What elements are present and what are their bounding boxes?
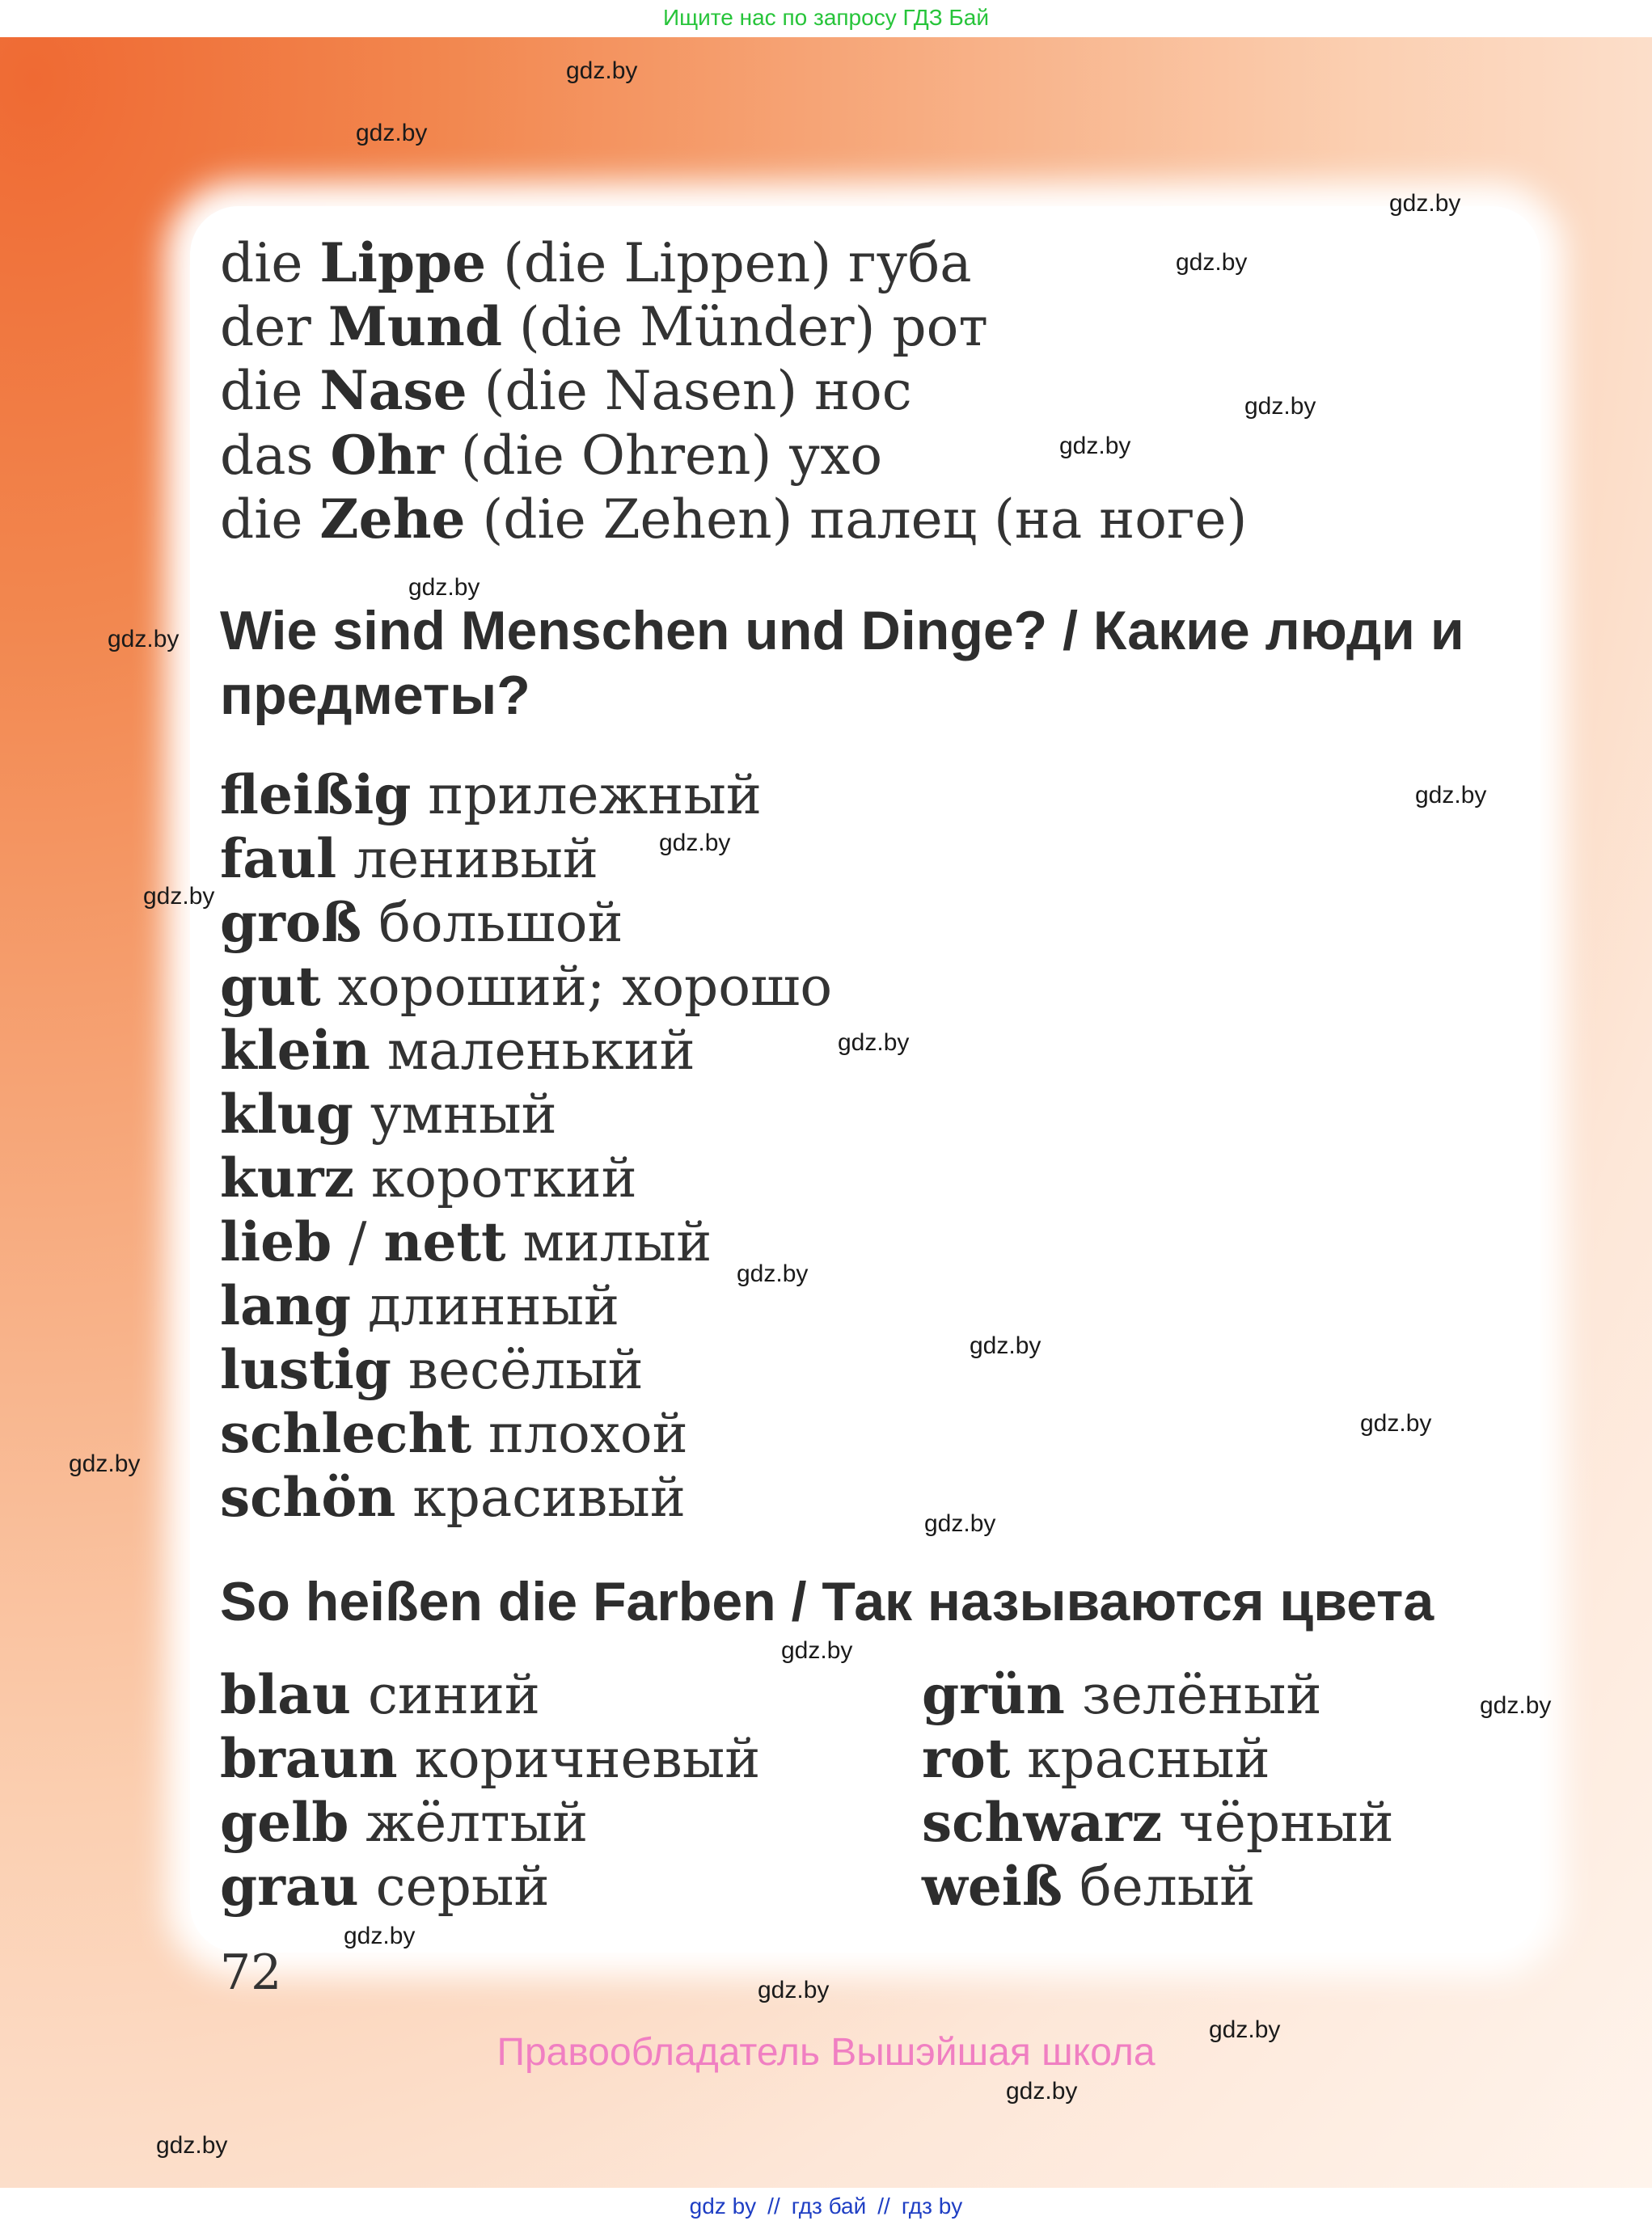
translation: нос	[814, 360, 912, 422]
noun: Ohr	[330, 424, 444, 487]
plural: (die Zehen)	[482, 488, 793, 551]
vocab-entry-ohr	[220, 424, 883, 487]
color-entry	[220, 1791, 589, 1854]
watermark: gdz.by	[1209, 2016, 1281, 2043]
translation: ленивый	[353, 828, 598, 890]
adjective-entry	[220, 827, 598, 890]
color-word: braun	[220, 1727, 398, 1790]
article: die	[220, 232, 303, 294]
watermark: gdz.by	[408, 574, 480, 601]
translation: губа	[848, 232, 972, 294]
adjective: nett	[383, 1210, 506, 1273]
translation: жёлтый	[365, 1792, 589, 1854]
color-word: rot	[922, 1727, 1011, 1790]
section-heading-adjectives: Wie sind Menschen und Dinge? / Какие люди и предметы?	[220, 600, 1464, 726]
footer-separator: //	[877, 2193, 890, 2219]
footer-links	[0, 2188, 1652, 2225]
watermark: gdz.by	[737, 1260, 809, 1287]
translation: весёлый	[408, 1339, 644, 1401]
adjective-entry	[220, 1274, 620, 1337]
color-entry	[922, 1855, 1256, 1918]
adjective: lieb	[220, 1210, 332, 1273]
color-word: grau	[220, 1855, 359, 1918]
watermark: gdz.by	[344, 1923, 416, 1949]
adjective-entry	[220, 1019, 695, 1082]
noun: Lippe	[319, 231, 487, 294]
adjective: kurz	[220, 1146, 354, 1210]
vocab-entry-mund	[220, 295, 988, 358]
page-number: 72	[220, 1944, 282, 2001]
translation: короткий	[370, 1147, 637, 1210]
color-word: grün	[922, 1663, 1065, 1726]
translation: большой	[378, 892, 623, 954]
article: die	[220, 360, 303, 422]
adjective: faul	[220, 827, 337, 890]
translation: маленький	[387, 1020, 695, 1082]
vocab-entry-lippe	[220, 231, 972, 294]
adjective-entry	[220, 1210, 712, 1273]
plural: (die Nasen)	[484, 360, 798, 422]
color-word: blau	[220, 1663, 351, 1726]
footer-link[interactable]: гдз by	[901, 2193, 963, 2219]
translation: белый	[1080, 1856, 1256, 1918]
translation: рот	[892, 296, 988, 358]
footer-separator: //	[767, 2193, 780, 2219]
translation: чёрный	[1179, 1792, 1394, 1854]
watermark: gdz.by	[1006, 2078, 1078, 2105]
adjective-entry	[220, 955, 833, 1018]
translation: умный	[370, 1083, 557, 1146]
color-word: gelb	[220, 1791, 349, 1854]
watermark: gdz.by	[566, 57, 638, 84]
plural: (die Münder)	[519, 296, 876, 358]
watermark: gdz.by	[1389, 190, 1461, 217]
adjective-entry	[220, 891, 623, 954]
noun: Nase	[319, 359, 467, 422]
vocab-entry-zehe	[220, 488, 1248, 551]
adjective-entry	[220, 1083, 557, 1146]
color-word: schwarz	[922, 1791, 1163, 1854]
color-entry	[922, 1791, 1394, 1854]
adjective: groß	[220, 891, 362, 954]
watermark: gdz.by	[838, 1029, 910, 1056]
article: der	[220, 296, 311, 358]
translation: плохой	[488, 1403, 688, 1465]
color-entry	[220, 1727, 761, 1790]
translation: красный	[1027, 1728, 1270, 1790]
watermark: gdz.by	[356, 120, 428, 146]
translation: коричневый	[414, 1728, 761, 1790]
adjective: lustig	[220, 1338, 391, 1401]
adjective: gut	[220, 955, 321, 1018]
watermark: gdz.by	[108, 626, 180, 652]
noun: Mund	[327, 295, 503, 358]
adjective-entry	[220, 1338, 644, 1401]
adjective: lang	[220, 1274, 351, 1337]
translation: милый	[522, 1211, 712, 1273]
translation: длинный	[367, 1275, 620, 1337]
article: die	[220, 488, 303, 551]
article: das	[220, 424, 314, 487]
watermark: gdz.by	[1480, 1692, 1552, 1719]
translation: ухо	[788, 424, 883, 487]
translation: хороший; хорошо	[337, 956, 833, 1018]
watermark: gdz.by	[659, 830, 731, 856]
footer-link[interactable]: gdz by	[689, 2193, 757, 2219]
footer-link[interactable]: гдз бай	[791, 2193, 867, 2219]
watermark: gdz.by	[781, 1637, 853, 1664]
plural: (die Ohren)	[460, 424, 772, 487]
translation: красивый	[412, 1467, 686, 1529]
watermark: gdz.by	[1360, 1410, 1432, 1437]
translation: серый	[375, 1856, 550, 1918]
translation: зелёный	[1081, 1664, 1322, 1726]
translation: палец (на ноге)	[809, 488, 1248, 551]
translation: прилежный	[428, 764, 762, 826]
watermark: gdz.by	[970, 1332, 1041, 1359]
watermark: gdz.by	[69, 1450, 141, 1477]
watermark: gdz.by	[143, 883, 215, 910]
copyright-notice: Правообладатель Вышэйшая школа	[496, 2031, 1156, 2074]
top-banner[interactable]: Ищите нас по запросу ГДЗ Бай	[0, 0, 1652, 36]
watermark: gdz.by	[924, 1510, 996, 1537]
adjective: fleißig	[220, 763, 412, 826]
color-entry	[220, 1855, 550, 1918]
section-heading-colors: So heißen die Farben / Так называются цвета	[220, 1571, 1434, 1632]
color-entry	[922, 1727, 1270, 1790]
watermark: gdz.by	[758, 1977, 830, 2003]
adjective: klein	[220, 1019, 370, 1082]
color-entry	[220, 1663, 540, 1726]
adjective-entry	[220, 1146, 637, 1210]
adjective-entry	[220, 1402, 688, 1465]
watermark: gdz.by	[1415, 782, 1487, 809]
color-entry	[922, 1663, 1322, 1726]
watermark: gdz.by	[1059, 433, 1131, 459]
watermark: gdz.by	[1244, 393, 1316, 420]
watermark: gdz.by	[156, 2132, 228, 2159]
noun: Zehe	[319, 488, 466, 551]
watermark: gdz.by	[1176, 249, 1248, 276]
adjective: schlecht	[220, 1402, 472, 1465]
vocab-entry-nase	[220, 359, 912, 422]
adjective-entry	[220, 763, 762, 826]
plural: (die Lippen)	[503, 232, 832, 294]
separator: /	[349, 1211, 367, 1273]
translation: синий	[367, 1664, 540, 1726]
adjective-entry	[220, 1466, 686, 1529]
adjective: klug	[220, 1083, 353, 1146]
color-word: weiß	[922, 1855, 1063, 1918]
adjective: schön	[220, 1466, 396, 1529]
